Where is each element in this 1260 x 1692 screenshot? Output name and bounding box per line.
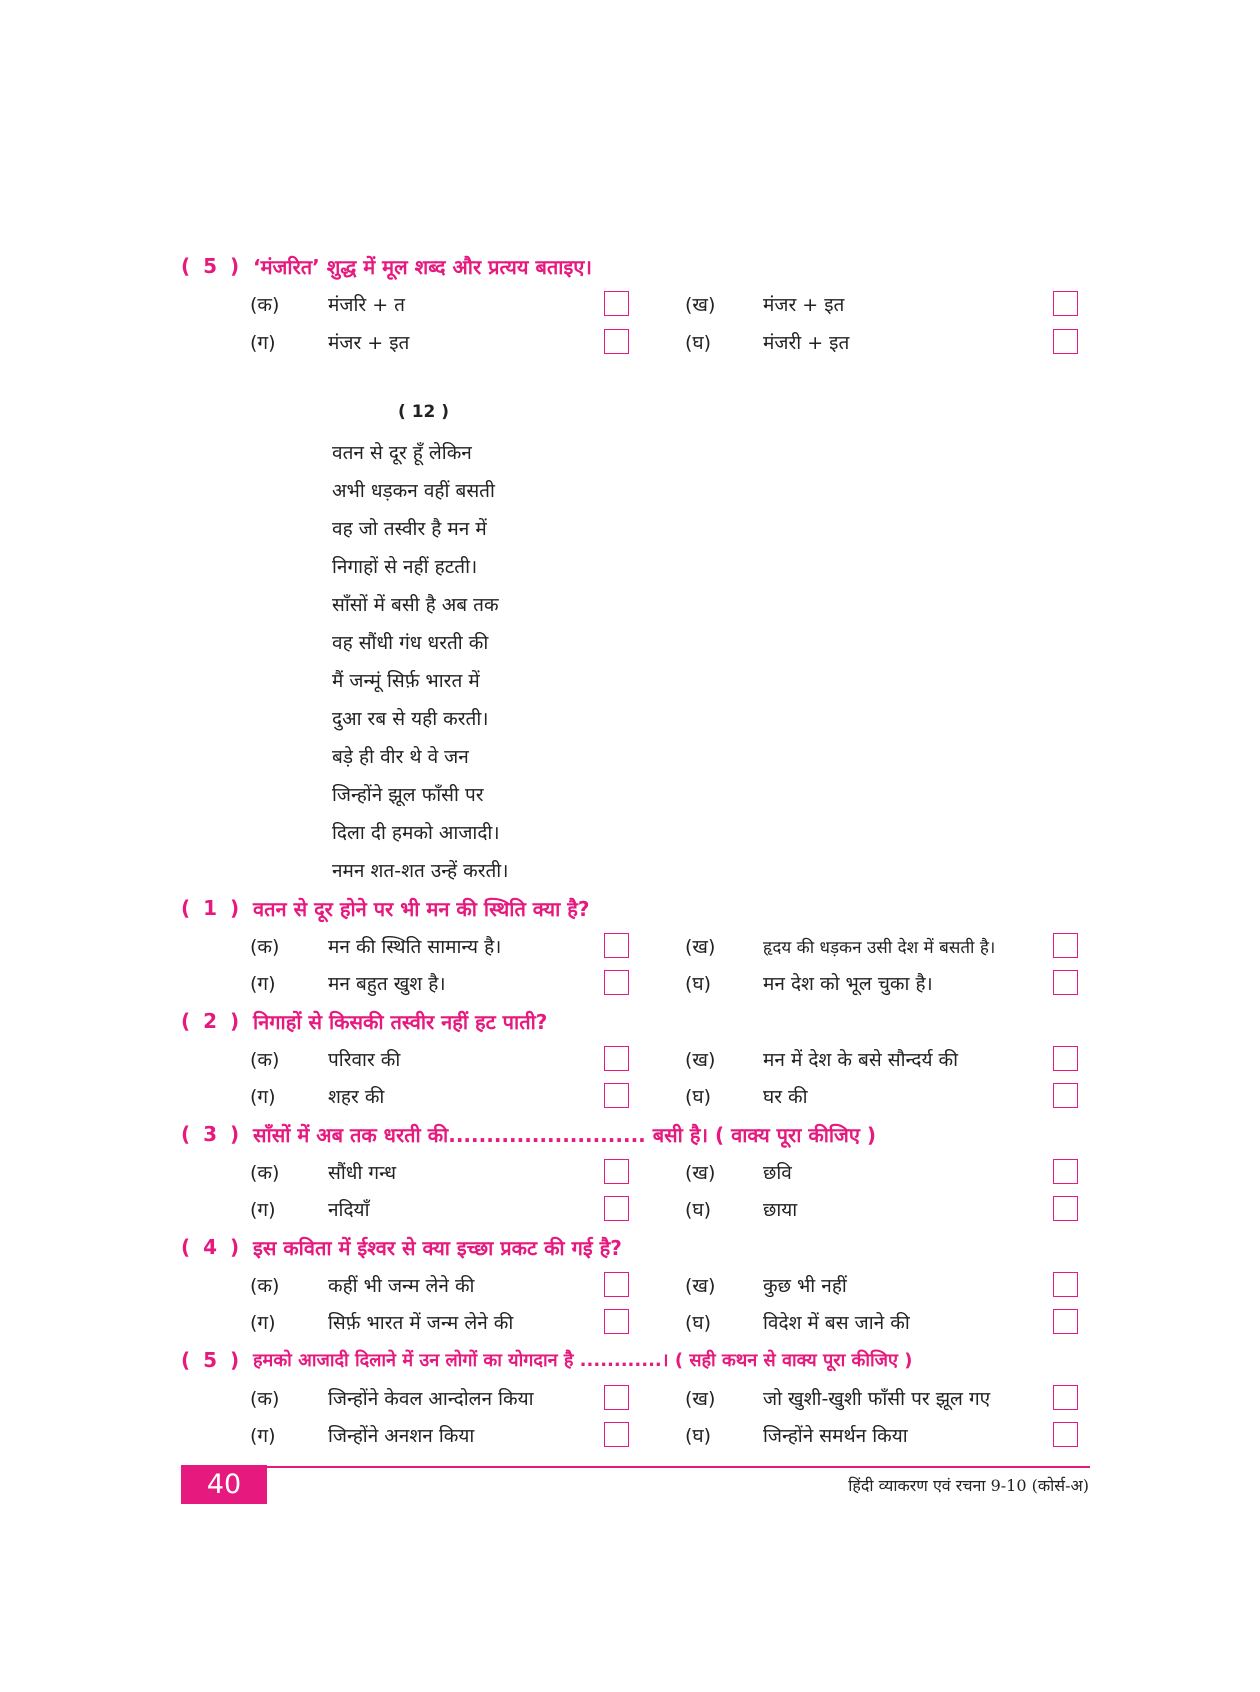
option-row: [250, 1306, 1090, 1338]
answer-checkbox[interactable]: [1053, 970, 1078, 995]
answer-checkbox[interactable]: [1053, 1422, 1078, 1447]
answer-checkbox[interactable]: [1053, 933, 1078, 958]
question-number: ( 1 ): [181, 896, 243, 920]
question-number: ( 4 ): [181, 1235, 243, 1259]
question-text: इस कविता में ईश्वर से क्या इच्छा प्रकट की गई है?: [253, 1235, 622, 1260]
option-row: [250, 326, 1090, 358]
option-gha: [685, 1419, 908, 1451]
option-label: (क): [250, 936, 280, 958]
option-text: जिन्होंने अनशन किया: [328, 1425, 475, 1447]
option-kha: [685, 288, 844, 320]
option-row: [250, 1043, 1090, 1075]
answer-checkbox[interactable]: [604, 1422, 629, 1447]
answer-checkbox[interactable]: [604, 1083, 629, 1108]
option-label: (ग): [250, 1086, 276, 1108]
option-text: मंजरि + त: [328, 294, 405, 316]
option-gha: [685, 1193, 797, 1225]
option-text: जो खुशी-खुशी फाँसी पर झूल गए: [763, 1388, 991, 1410]
option-text: शहर की: [328, 1086, 385, 1108]
question-heading: [181, 1232, 622, 1262]
option-row: [250, 1080, 1090, 1112]
option-label: (ग): [250, 332, 276, 354]
option-gha: [685, 967, 933, 999]
question-text: साँसों में अब तक धरती की.......................... बसी है। ( वाक्य पूरा कीजिए ): [253, 1122, 877, 1147]
option-ka: [250, 1043, 400, 1075]
poem-line: वतन से दूर हूँ लेकिन: [332, 442, 472, 464]
option-label: (ख): [685, 936, 716, 958]
poem-line: अभी धड़कन वहीं बसती: [332, 480, 495, 502]
option-label: (घ): [685, 332, 712, 354]
option-label: (क): [250, 1162, 280, 1184]
option-row: [250, 1156, 1090, 1188]
answer-checkbox[interactable]: [604, 329, 629, 354]
poem-line: वह सौंधी गंध धरती की: [332, 632, 489, 654]
option-kha: [685, 1156, 792, 1188]
option-row: [250, 1382, 1090, 1414]
poem-line: दुआ रब से यही करती।: [332, 708, 489, 730]
answer-checkbox[interactable]: [604, 1046, 629, 1071]
option-kha: [685, 1382, 990, 1414]
option-gha: [685, 326, 849, 358]
option-label: (ख): [685, 1388, 716, 1410]
question-heading: [181, 1119, 876, 1149]
footer-divider: [267, 1466, 1090, 1468]
option-label: (घ): [685, 1425, 712, 1447]
question-heading: [181, 251, 592, 281]
option-row: [250, 967, 1090, 999]
option-kha: [685, 930, 995, 962]
answer-checkbox[interactable]: [1053, 1385, 1078, 1410]
option-ga: [250, 1306, 513, 1338]
option-text: जिन्होंने समर्थन किया: [763, 1425, 908, 1447]
option-label: (क): [250, 294, 280, 316]
answer-checkbox[interactable]: [604, 1272, 629, 1297]
poem-line: निगाहों से नहीं हटती।: [332, 556, 478, 578]
option-text: विदेश में बस जाने की: [763, 1312, 910, 1334]
option-text: नदियाँ: [328, 1199, 370, 1221]
option-text: मन देश को भूल चुका है।: [763, 973, 933, 995]
option-label: (क): [250, 1388, 280, 1410]
option-text: परिवार की: [328, 1049, 401, 1071]
question-number: ( 3 ): [181, 1122, 243, 1146]
option-gha: [685, 1080, 808, 1112]
option-text: मन की स्थिति सामान्य है।: [328, 936, 502, 958]
option-row: [250, 288, 1090, 320]
option-row: [250, 1419, 1090, 1451]
option-kha: [685, 1043, 958, 1075]
option-text: जिन्होंने केवल आन्दोलन किया: [328, 1388, 534, 1410]
option-ka: [250, 1156, 396, 1188]
option-ka: [250, 1382, 534, 1414]
answer-checkbox[interactable]: [1053, 1272, 1078, 1297]
answer-checkbox[interactable]: [1053, 291, 1078, 316]
option-text: सौंधी गन्ध: [328, 1162, 397, 1184]
answer-checkbox[interactable]: [604, 291, 629, 316]
page-number: 40: [181, 1465, 267, 1504]
option-ka: [250, 1269, 474, 1301]
option-ga: [250, 326, 409, 358]
question-text: हमको आजादी दिलाने में उन लोगों का योगदान है ............। ( सही कथन से वाक्य पूरा कीजिए ): [253, 1350, 913, 1371]
poem-line: साँसों में बसी है अब तक: [332, 594, 499, 616]
question-heading: [181, 1006, 547, 1036]
question-number: ( 2 ): [181, 1009, 243, 1033]
question-text: निगाहों से किसकी तस्वीर नहीं हट पाती?: [253, 1009, 548, 1034]
option-text: मंजर + इत: [328, 332, 410, 354]
question-text: वतन से दूर होने पर भी मन की स्थिति क्या है?: [253, 896, 590, 921]
option-label: (ग): [250, 973, 276, 995]
option-row: [250, 930, 1090, 962]
option-label: (ग): [250, 1199, 276, 1221]
option-text: मन बहुत खुश है।: [328, 973, 446, 995]
option-label: (घ): [685, 973, 712, 995]
question-text: ‘मंजरित’ शुद्ध में मूल शब्द और प्रत्यय बताइए।: [253, 254, 592, 279]
answer-checkbox[interactable]: [604, 1159, 629, 1184]
poem-line: नमन शत-शत उन्हें करती।: [332, 860, 509, 882]
option-ka: [250, 288, 405, 320]
answer-checkbox[interactable]: [604, 933, 629, 958]
option-ga: [250, 1419, 474, 1451]
option-label: (ख): [685, 1162, 716, 1184]
passage-number: ( 12 ): [398, 402, 450, 422]
answer-checkbox[interactable]: [1053, 1159, 1078, 1184]
option-row: [250, 1193, 1090, 1225]
option-text: कुछ भी नहीं: [763, 1275, 847, 1297]
option-ka: [250, 930, 501, 962]
poem-line: वह जो तस्वीर है मन में: [332, 518, 487, 540]
option-label: (क): [250, 1049, 280, 1071]
poem-line: दिला दी हमको आजादी।: [332, 822, 500, 844]
answer-checkbox[interactable]: [1053, 329, 1078, 354]
option-label: (घ): [685, 1199, 712, 1221]
answer-checkbox[interactable]: [604, 1385, 629, 1410]
question-number: ( 5 ): [181, 1348, 243, 1372]
option-label: (घ): [685, 1086, 712, 1108]
option-row: [250, 1269, 1090, 1301]
option-text: छवि: [763, 1162, 792, 1184]
answer-checkbox[interactable]: [1053, 1196, 1078, 1221]
option-text: हृदय की धड़कन उसी देश में बसती है।: [763, 937, 996, 958]
option-text: मंजरी + इत: [763, 332, 850, 354]
option-label: (ग): [250, 1312, 276, 1334]
question-heading: [181, 893, 589, 923]
option-ga: [250, 1080, 384, 1112]
option-text: छाया: [763, 1199, 798, 1221]
option-label: (क): [250, 1275, 280, 1297]
option-ga: [250, 1193, 370, 1225]
option-label: (ख): [685, 294, 716, 316]
answer-checkbox[interactable]: [604, 1196, 629, 1221]
answer-checkbox[interactable]: [1053, 1046, 1078, 1071]
option-gha: [685, 1306, 910, 1338]
answer-checkbox[interactable]: [604, 1309, 629, 1334]
option-text: मन में देश के बसे सौन्दर्य की: [763, 1049, 959, 1071]
option-label: (ख): [685, 1049, 716, 1071]
poem-line: मैं जन्मूं सिर्फ़ भारत में: [332, 670, 480, 692]
option-ga: [250, 967, 446, 999]
poem-line: बड़े ही वीर थे वे जन: [332, 746, 469, 768]
option-label: (ख): [685, 1275, 716, 1297]
question-number: ( 5 ): [181, 254, 243, 278]
poem: [332, 434, 508, 890]
answer-checkbox[interactable]: [604, 970, 629, 995]
option-label: (ग): [250, 1425, 276, 1447]
question-heading: [181, 1345, 912, 1375]
book-title: हिंदी व्याकरण एवं रचना 9-10 (कोर्स-अ): [848, 1476, 1089, 1495]
answer-checkbox[interactable]: [1053, 1309, 1078, 1334]
answer-checkbox[interactable]: [1053, 1083, 1078, 1108]
option-text: कहीं भी जन्म लेने की: [328, 1275, 475, 1297]
option-text: मंजर + इत: [763, 294, 845, 316]
option-label: (घ): [685, 1312, 712, 1334]
option-text: घर की: [763, 1086, 808, 1108]
option-text: सिर्फ़ भारत में जन्म लेने की: [328, 1312, 514, 1334]
poem-line: जिन्होंने झूल फाँसी पर: [332, 784, 484, 806]
option-kha: [685, 1269, 847, 1301]
